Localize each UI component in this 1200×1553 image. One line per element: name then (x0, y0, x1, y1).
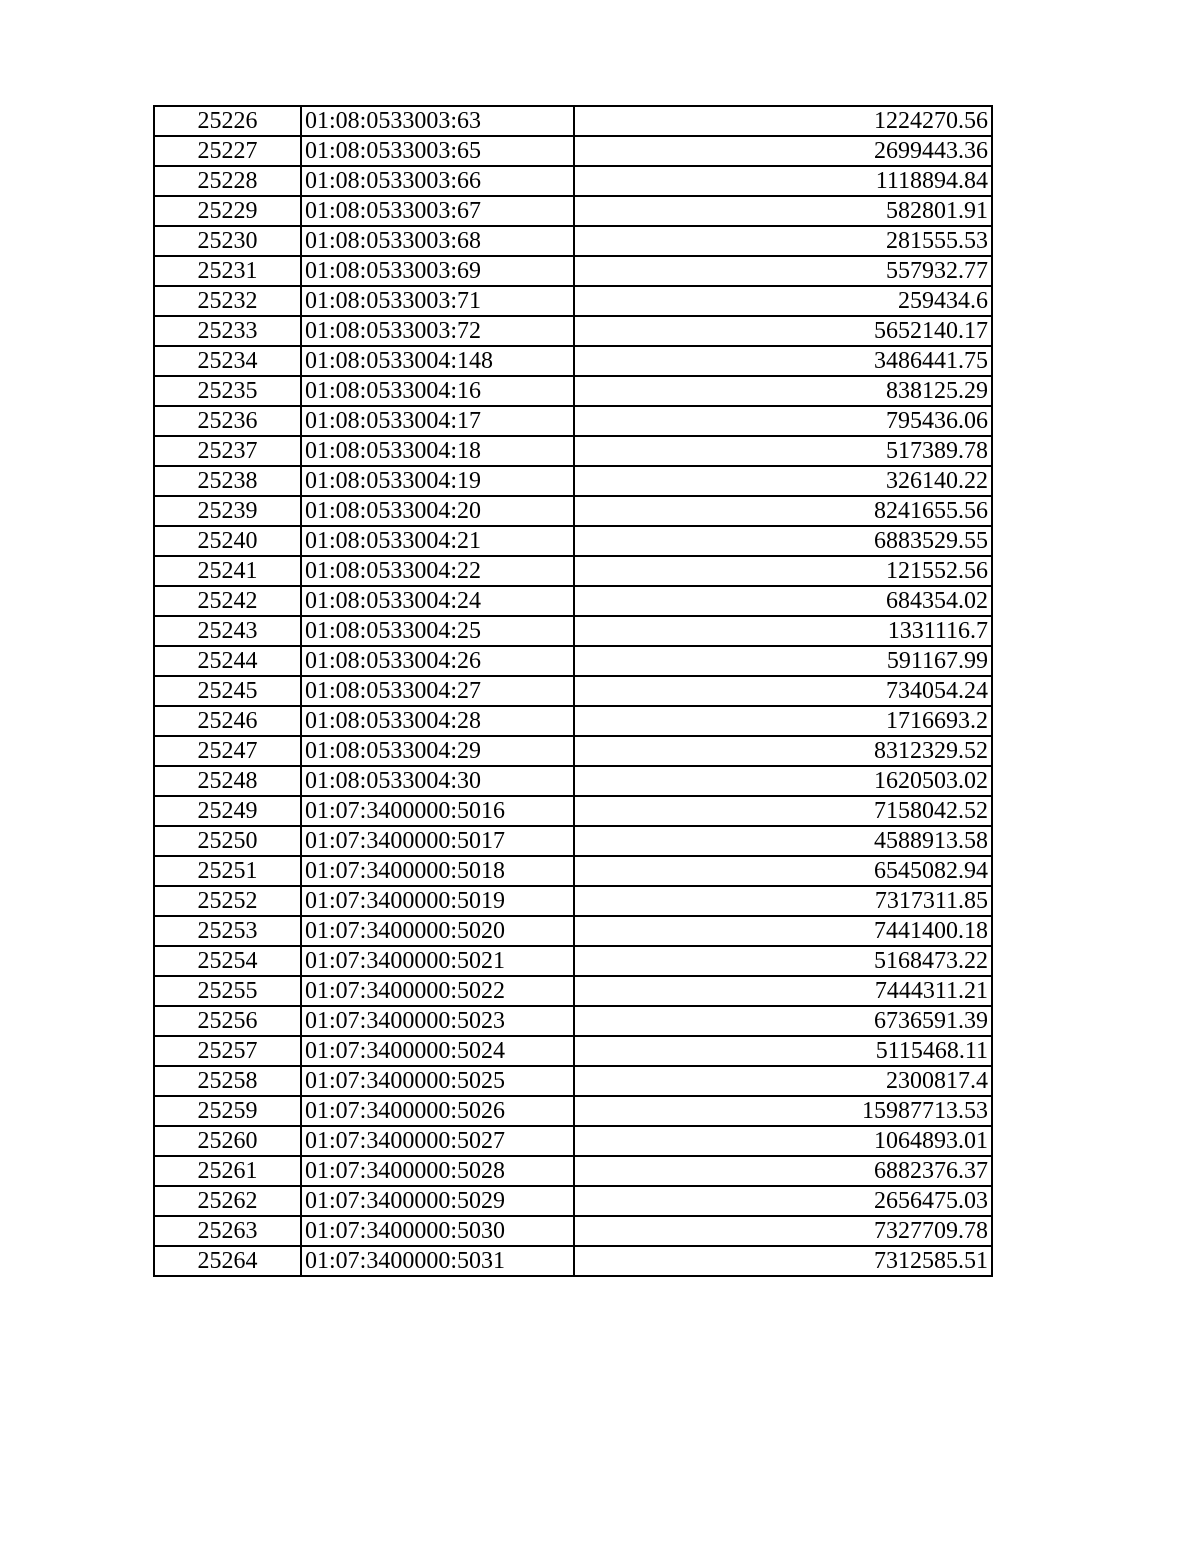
cadastral-number-cell: 01:07:3400000:5028 (301, 1156, 574, 1186)
row-number-cell: 25258 (154, 1066, 301, 1096)
value-cell: 3486441.75 (574, 346, 992, 376)
row-number-cell: 25231 (154, 256, 301, 286)
value-cell: 7441400.18 (574, 916, 992, 946)
table-row (154, 1246, 992, 1276)
table-row (154, 166, 992, 196)
table-row (154, 136, 992, 166)
table-body (154, 106, 992, 1276)
value-cell: 1331116.7 (574, 616, 992, 646)
row-number-cell: 25238 (154, 466, 301, 496)
value-cell: 1224270.56 (574, 106, 992, 136)
cadastral-number-cell: 01:08:0533004:30 (301, 766, 574, 796)
row-number-cell: 25241 (154, 556, 301, 586)
value-cell: 838125.29 (574, 376, 992, 406)
table-row (154, 1036, 992, 1066)
row-number-cell: 25244 (154, 646, 301, 676)
row-number-cell: 25246 (154, 706, 301, 736)
cadastral-number-cell: 01:07:3400000:5029 (301, 1186, 574, 1216)
row-number-cell: 25245 (154, 676, 301, 706)
cadastral-number-cell: 01:08:0533004:21 (301, 526, 574, 556)
row-number-cell: 25254 (154, 946, 301, 976)
table-row (154, 676, 992, 706)
row-number-cell: 25248 (154, 766, 301, 796)
value-cell: 582801.91 (574, 196, 992, 226)
cadastral-number-cell: 01:08:0533003:65 (301, 136, 574, 166)
row-number-cell: 25234 (154, 346, 301, 376)
cadastral-number-cell: 01:07:3400000:5026 (301, 1096, 574, 1126)
value-cell: 6736591.39 (574, 1006, 992, 1036)
table-row (154, 706, 992, 736)
row-number-cell: 25252 (154, 886, 301, 916)
cadastral-number-cell: 01:07:3400000:5020 (301, 916, 574, 946)
cadastral-number-cell: 01:08:0533004:29 (301, 736, 574, 766)
table-row (154, 1066, 992, 1096)
cadastral-number-cell: 01:08:0533004:16 (301, 376, 574, 406)
value-cell: 7444311.21 (574, 976, 992, 1006)
table-row (154, 406, 992, 436)
table-row (154, 1216, 992, 1246)
row-number-cell: 25247 (154, 736, 301, 766)
row-number-cell: 25239 (154, 496, 301, 526)
cadastral-number-cell: 01:08:0533004:17 (301, 406, 574, 436)
row-number-cell: 25235 (154, 376, 301, 406)
cadastral-number-cell: 01:08:0533003:68 (301, 226, 574, 256)
table-row (154, 496, 992, 526)
value-cell: 7317311.85 (574, 886, 992, 916)
table-row (154, 1186, 992, 1216)
row-number-cell: 25260 (154, 1126, 301, 1156)
value-cell: 7158042.52 (574, 796, 992, 826)
row-number-cell: 25242 (154, 586, 301, 616)
table-row (154, 796, 992, 826)
row-number-cell: 25226 (154, 106, 301, 136)
value-cell: 5652140.17 (574, 316, 992, 346)
row-number-cell: 25249 (154, 796, 301, 826)
value-cell: 326140.22 (574, 466, 992, 496)
row-number-cell: 25229 (154, 196, 301, 226)
cadastral-number-cell: 01:07:3400000:5022 (301, 976, 574, 1006)
value-cell: 734054.24 (574, 676, 992, 706)
row-number-cell: 25261 (154, 1156, 301, 1186)
table-row (154, 196, 992, 226)
row-number-cell: 25264 (154, 1246, 301, 1276)
value-cell: 1118894.84 (574, 166, 992, 196)
row-number-cell: 25257 (154, 1036, 301, 1066)
row-number-cell: 25232 (154, 286, 301, 316)
table-row (154, 526, 992, 556)
row-number-cell: 25240 (154, 526, 301, 556)
value-cell: 2656475.03 (574, 1186, 992, 1216)
table-row (154, 646, 992, 676)
cadastral-number-cell: 01:08:0533004:26 (301, 646, 574, 676)
cadastral-number-cell: 01:08:0533004:27 (301, 676, 574, 706)
value-cell: 557932.77 (574, 256, 992, 286)
row-number-cell: 25263 (154, 1216, 301, 1246)
value-cell: 6882376.37 (574, 1156, 992, 1186)
row-number-cell: 25237 (154, 436, 301, 466)
cadastral-number-cell: 01:08:0533004:20 (301, 496, 574, 526)
value-cell: 1716693.2 (574, 706, 992, 736)
table-row (154, 886, 992, 916)
value-cell: 259434.6 (574, 286, 992, 316)
table-row (154, 256, 992, 286)
data-table (153, 105, 993, 1277)
value-cell: 517389.78 (574, 436, 992, 466)
table-row (154, 736, 992, 766)
table-row (154, 106, 992, 136)
cadastral-number-cell: 01:08:0533003:66 (301, 166, 574, 196)
cadastral-number-cell: 01:08:0533004:25 (301, 616, 574, 646)
table-row (154, 766, 992, 796)
cadastral-number-cell: 01:07:3400000:5024 (301, 1036, 574, 1066)
row-number-cell: 25256 (154, 1006, 301, 1036)
row-number-cell: 25228 (154, 166, 301, 196)
cadastral-number-cell: 01:08:0533003:69 (301, 256, 574, 286)
value-cell: 2699443.36 (574, 136, 992, 166)
row-number-cell: 25227 (154, 136, 301, 166)
value-cell: 2300817.4 (574, 1066, 992, 1096)
cadastral-number-cell: 01:07:3400000:5018 (301, 856, 574, 886)
row-number-cell: 25250 (154, 826, 301, 856)
cadastral-number-cell: 01:07:3400000:5017 (301, 826, 574, 856)
cadastral-number-cell: 01:07:3400000:5023 (301, 1006, 574, 1036)
row-number-cell: 25251 (154, 856, 301, 886)
table-row (154, 916, 992, 946)
row-number-cell: 25262 (154, 1186, 301, 1216)
table-row (154, 226, 992, 256)
table-row (154, 826, 992, 856)
value-cell: 1620503.02 (574, 766, 992, 796)
table-row (154, 1156, 992, 1186)
row-number-cell: 25253 (154, 916, 301, 946)
table-row (154, 976, 992, 1006)
cadastral-number-cell: 01:07:3400000:5031 (301, 1246, 574, 1276)
value-cell: 591167.99 (574, 646, 992, 676)
value-cell: 4588913.58 (574, 826, 992, 856)
table-row (154, 346, 992, 376)
cadastral-number-cell: 01:08:0533003:67 (301, 196, 574, 226)
cadastral-number-cell: 01:08:0533003:71 (301, 286, 574, 316)
row-number-cell: 25259 (154, 1096, 301, 1126)
cadastral-number-cell: 01:07:3400000:5016 (301, 796, 574, 826)
value-cell: 15987713.53 (574, 1096, 992, 1126)
row-number-cell: 25243 (154, 616, 301, 646)
table-row (154, 436, 992, 466)
value-cell: 1064893.01 (574, 1126, 992, 1156)
cadastral-number-cell: 01:08:0533004:18 (301, 436, 574, 466)
value-cell: 5168473.22 (574, 946, 992, 976)
cadastral-number-cell: 01:07:3400000:5027 (301, 1126, 574, 1156)
cadastral-number-cell: 01:08:0533003:63 (301, 106, 574, 136)
table-row (154, 1096, 992, 1126)
table-row (154, 466, 992, 496)
value-cell: 6545082.94 (574, 856, 992, 886)
cadastral-number-cell: 01:08:0533004:22 (301, 556, 574, 586)
value-cell: 8241655.56 (574, 496, 992, 526)
row-number-cell: 25236 (154, 406, 301, 436)
cadastral-number-cell: 01:07:3400000:5025 (301, 1066, 574, 1096)
table-row (154, 376, 992, 406)
document-page (153, 105, 991, 1277)
value-cell: 7327709.78 (574, 1216, 992, 1246)
cadastral-number-cell: 01:08:0533004:148 (301, 346, 574, 376)
table-row (154, 316, 992, 346)
table-row (154, 616, 992, 646)
cadastral-number-cell: 01:08:0533004:28 (301, 706, 574, 736)
table-row (154, 586, 992, 616)
value-cell: 281555.53 (574, 226, 992, 256)
cadastral-number-cell: 01:07:3400000:5030 (301, 1216, 574, 1246)
value-cell: 8312329.52 (574, 736, 992, 766)
table-row (154, 286, 992, 316)
table-row (154, 556, 992, 586)
cadastral-number-cell: 01:08:0533004:19 (301, 466, 574, 496)
table-row (154, 856, 992, 886)
cadastral-number-cell: 01:08:0533003:72 (301, 316, 574, 346)
value-cell: 6883529.55 (574, 526, 992, 556)
table-row (154, 946, 992, 976)
cadastral-number-cell: 01:07:3400000:5021 (301, 946, 574, 976)
cadastral-number-cell: 01:08:0533004:24 (301, 586, 574, 616)
value-cell: 7312585.51 (574, 1246, 992, 1276)
value-cell: 5115468.11 (574, 1036, 992, 1066)
cadastral-number-cell: 01:07:3400000:5019 (301, 886, 574, 916)
row-number-cell: 25233 (154, 316, 301, 346)
value-cell: 121552.56 (574, 556, 992, 586)
table-row (154, 1006, 992, 1036)
row-number-cell: 25255 (154, 976, 301, 1006)
value-cell: 795436.06 (574, 406, 992, 436)
row-number-cell: 25230 (154, 226, 301, 256)
table-row (154, 1126, 992, 1156)
value-cell: 684354.02 (574, 586, 992, 616)
